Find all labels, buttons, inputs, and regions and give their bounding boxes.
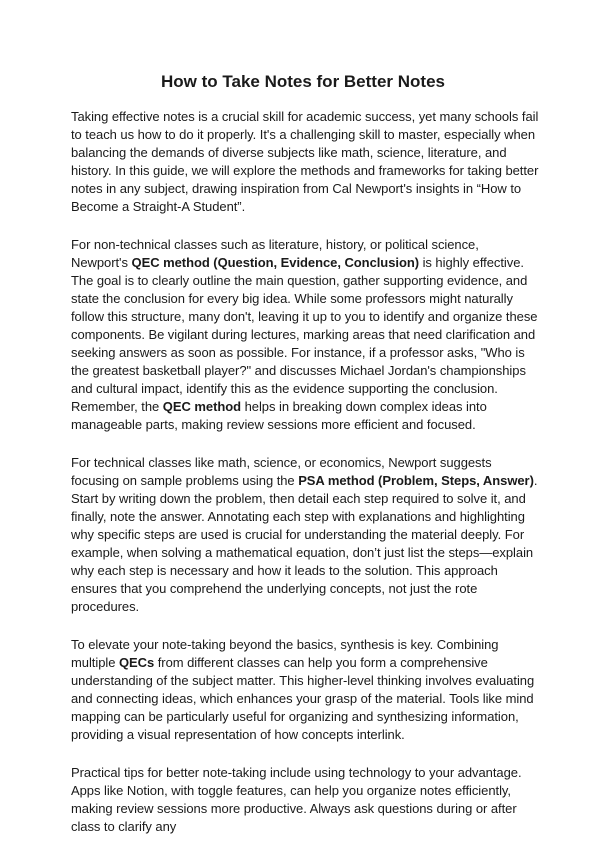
paragraph-text: helps in breaking down complex ideas into manageable parts, making review sessions more efficient and focused. [71,399,487,432]
paragraph-text: Taking effective notes is a crucial skill for academic success, yet many schools fail to teach us how to do it properly. It's a challenging skill to master, especially when balancing the demands of diverse subjects like math, science, literature, and history. In this guide, we will explore the methods and frameworks for taking better notes in any subject, drawing inspiration from Cal Newport's insights in “How to Become a Straight-A Student”. [71,109,539,214]
paragraph-text: For non-technical classes such as literature, history, or political science, Newport's [71,237,479,270]
bold-term: PSA method (Problem, Steps, Answer) [298,473,534,488]
paragraph-text: . Start by writing down the problem, then detail each step required to solve it, and finally, note the answer. Annotating each step with explanations and highlighting why specific steps are used is crucial for understanding the material deeply. For example, when solving a mathematical equation, don’t just list the steps—explain why each step is necessary and how it leads to the solution. This approach ensures that you comprehend the underlying concepts, not just the rote procedures. [71,473,538,614]
paragraph-synthesis [71,636,539,744]
bold-term: QECs [118,655,155,670]
paragraph-qec-method [71,236,539,434]
paragraph-text: is highly effective. The goal is to clearly outline the main question, gather supporting evidence, and state the conclusion for every big idea. While some professors might naturally follow this structure, many don't, leaving it up to you to identify and organize these components. Be vigilant during lectures, marking areas that need clarification and seeking answers as soon as possible. For instance, if a professor asks, "Who is the greatest basketball player?" and discusses Michael Jordan's championships and cultural impact, identify this as the evidence supporting the conclusion. Remember, the [71,255,538,414]
document-body [71,108,539,856]
bold-term: QEC method (Question, Evidence, Conclusion) [131,255,420,270]
paragraph-psa-method [71,454,539,616]
document-title: How to Take Notes for Better Notes [160,72,445,91]
paragraph-text: Practical tips for better note-taking include using technology to your advantage. Apps like Notion, with toggle features, can help you organize notes efficiently, making review sessions more productive. Always ask questions during or after class to clarify any [71,765,522,834]
paragraph-text: For technical classes like math, science, or economics, Newport suggests focusing on sample problems using the [71,455,492,488]
paragraph-text: from different classes can help you form a comprehensive understanding of the subject matter. This higher-level thinking involves evaluating and connecting ideas, which enhances your grasp of the material. Tools like mind mapping can be particularly useful for organizing and synthesizing information, providing a visual representation of how concepts interlink. [71,655,535,742]
paragraph-practical-tips [71,764,539,836]
bold-term: QEC method [162,399,242,414]
paragraph-text: To elevate your note-taking beyond the basics, synthesis is key. Combining multiple [71,637,499,670]
paragraph-intro [71,108,539,216]
